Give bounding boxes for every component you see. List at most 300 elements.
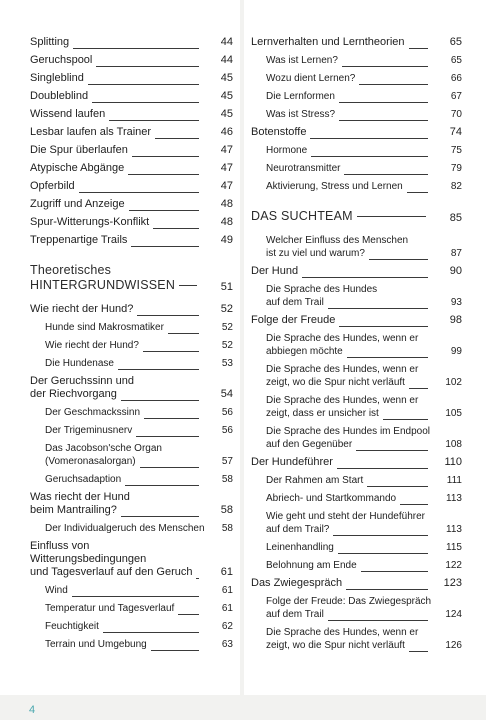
toc-entry-title: Singleblind [30,72,84,84]
toc-page-number: 57 [221,456,233,467]
toc-entry[interactable] [251,144,462,157]
toc-entry-line [251,36,436,49]
toc-entry-title: Der Hund [251,265,299,277]
leader-line [179,285,197,286]
toc-entry[interactable] [251,626,462,652]
leader-line [72,596,199,597]
leader-line [125,485,199,486]
toc-entry[interactable] [30,424,233,437]
toc-entry-title: Die Hundenase [45,358,114,369]
toc-entry-title: Die Sprache des Hundes, wenn er [266,395,419,406]
toc-entry[interactable] [30,36,233,49]
toc-page-number: 108 [445,439,462,450]
leader-line [96,66,199,67]
toc-entry-title: Splitting [30,36,70,48]
toc-page-number: 56 [221,425,233,436]
toc-entry-title: Was ist Lernen? [266,55,338,66]
toc-page-number: 113 [446,493,462,504]
toc-page-number: 65 [450,55,462,66]
toc-entry-title: abbiegen möchte [266,346,343,357]
toc-entry-title: Die Sprache des Hundes [266,284,378,295]
leader-line [409,651,428,652]
toc-page-number: 44 [220,54,233,66]
toc-page-number: 52 [221,340,233,351]
toc-entry-line [251,577,436,590]
toc-page-number: 47 [220,144,233,156]
toc-entry-title: Spur-Witterungs-Konflikt [30,216,150,228]
toc-entry-title: Wind [45,585,68,596]
toc-entry-title: Der Rahmen am Start [266,475,364,486]
leader-line [131,246,199,247]
leader-line [143,351,199,352]
toc-entry-line [266,394,436,407]
toc-page-number: 113 [446,524,462,535]
toc-page-number: 52 [221,322,233,333]
toc-entry-title: Geruchsadaption [45,474,122,485]
toc-entry[interactable] [251,595,462,621]
toc-entry[interactable] [30,54,233,67]
toc-entry-title: Wie geht und steht der Hundeführer [266,511,425,522]
leader-line [407,192,428,193]
toc-entry[interactable] [30,234,233,247]
toc-entry[interactable] [251,108,462,121]
toc-page-number: 99 [450,346,462,357]
toc-entry[interactable] [30,620,233,633]
toc-page-number: 56 [221,407,233,418]
toc-entry-line [266,608,436,621]
toc-entry[interactable] [251,541,462,554]
leader-line [338,553,428,554]
toc-entry[interactable] [251,332,462,358]
toc-page-number: 49 [220,234,233,246]
toc-entry-title: Lesbar laufen als Trainer [30,126,152,138]
toc-entry-line [266,54,436,67]
toc-page-number: 47 [220,162,233,174]
toc-entry-line [266,345,436,358]
leader-line [153,228,199,229]
toc-entry-title: Wissend laufen [30,108,106,120]
leader-line [168,333,199,334]
leader-line [132,156,199,157]
toc-entry-line [30,198,207,211]
toc-page-number: 45 [220,108,233,120]
toc-entry-line [251,265,436,278]
toc-left-column [0,0,240,695]
toc-page-number: 75 [450,145,462,156]
leader-line [121,400,199,401]
toc-page-number: 45 [220,72,233,84]
leader-line [88,84,199,85]
leader-line [369,259,428,260]
toc-entry[interactable] [30,491,233,517]
toc-entry[interactable] [251,234,462,260]
toc-entry-line [266,162,436,175]
toc-entry-title: Der Trigeminusnerv [45,425,133,436]
toc-page-number: 65 [449,36,462,48]
toc-entry[interactable] [30,303,233,316]
toc-entry[interactable] [30,108,233,121]
toc-entry-line [266,376,436,389]
leader-line [140,467,199,468]
toc-entry-line [45,321,207,334]
toc-entry[interactable] [251,126,462,139]
toc-entry-title: Feuchtigkeit [45,621,99,632]
toc-entry-line [30,375,207,388]
toc-entry-line [30,234,207,247]
toc-entry-title: und Tagesverlauf auf den Geruch [30,566,193,578]
toc-entry-line [251,126,436,139]
toc-entry[interactable] [30,442,233,468]
toc-entry-line [30,504,207,517]
leader-line [357,216,426,217]
toc-entry[interactable] [30,321,233,334]
toc-entry[interactable] [251,72,462,85]
leader-line [339,120,428,121]
toc-page-number: 61 [221,585,233,596]
toc-entry-title: Botenstoffe [251,126,307,138]
toc-entry-title: Der Hundeführer [251,456,333,468]
toc-entry-line [266,180,436,193]
toc-entry[interactable] [30,473,233,486]
toc-entry-line [30,36,207,49]
toc-page-number: 48 [220,216,233,228]
toc-entry[interactable] [30,522,233,535]
toc-entry-line [45,602,207,615]
toc-entry-title: Temperatur und Tagesverlauf [45,603,175,614]
toc-page-number: 82 [450,181,462,192]
toc-entry-title: Die Sprache des Hundes, wenn er [266,364,419,375]
leader-line [311,156,428,157]
toc-page-number: 85 [449,212,462,224]
toc-entry-title: Wozu dient Lernen? [266,73,356,84]
toc-entry-line [266,492,436,505]
toc-entry-title: Der Individualgeruch des Menschen [45,523,205,534]
toc-entry-title: auf den Gegenüber [266,439,353,450]
toc-page-number: 111 [446,475,462,486]
toc-page-number: 63 [221,639,233,650]
toc-entry-title: Die Sprache des Hundes, wenn er [266,627,419,638]
leader-line [359,84,428,85]
toc-section-heading [30,263,233,293]
toc-entry[interactable] [251,474,462,487]
toc-entry[interactable] [30,602,233,615]
toc-entry-title: Einfluss von Witterungsbedingungen [30,540,147,565]
toc-entry[interactable] [251,363,462,389]
toc-entry-title: Hunde sind Makrosmatiker [45,322,164,333]
toc-entry-line [30,303,207,316]
leader-line [339,326,428,327]
toc-entry-title: auf dem Trail [266,297,324,308]
toc-entry-line [30,108,207,121]
toc-page-number: 52 [220,303,233,315]
toc-page-number: 62 [221,621,233,632]
leader-line [155,138,199,139]
toc-entry[interactable] [30,584,233,597]
toc-right-column [244,0,486,695]
toc-entry[interactable] [251,559,462,572]
toc-entry-title: Die Sprache des Hundes im Endpool [266,426,430,437]
toc-entry-line [266,559,436,572]
toc-page-number: 47 [220,180,233,192]
toc-entry-title: Folge der Freude [251,314,336,326]
toc-entry[interactable] [30,180,233,193]
leader-line [144,418,199,419]
toc-entry[interactable] [251,90,462,103]
toc-entry-line [45,406,207,419]
toc-page-number: 79 [450,163,462,174]
toc-entry[interactable] [30,198,233,211]
leader-line [92,102,199,103]
leader-line [346,589,428,590]
toc-entry-line [30,126,207,139]
toc-entry-line [45,442,207,455]
toc-entry-line [30,144,207,157]
toc-page-number: 123 [443,577,462,589]
toc-entry-line [45,424,207,437]
toc-page-number: 98 [449,314,462,326]
toc-page-number: 58 [221,523,233,534]
leader-line [73,48,199,49]
toc-entry[interactable] [251,283,462,309]
toc-entry-title: Atypische Abgänge [30,162,125,174]
toc-entry[interactable] [30,126,233,139]
leader-line [328,620,428,621]
toc-entry[interactable] [30,216,233,229]
toc-entry-line [30,90,207,103]
toc-entry[interactable] [30,540,233,579]
toc-entry-line [30,72,207,85]
leader-line [344,174,428,175]
leader-line [79,192,199,193]
toc-entry[interactable] [30,375,233,401]
toc-entry-line [266,639,436,652]
toc-entry-title: Was riecht der Hund [30,491,130,503]
toc-entry-title: Hormone [266,145,308,156]
toc-entry-line [266,72,436,85]
toc-page-number: 66 [450,73,462,84]
toc-section-heading [251,209,462,224]
toc-page-number: 58 [220,504,233,516]
toc-entry-line [30,566,207,579]
leader-line [151,650,199,651]
leader-line [128,174,199,175]
toc-page-number: 54 [220,388,233,400]
toc-page-number: 53 [221,358,233,369]
toc-entry[interactable] [251,456,462,469]
toc-entry[interactable] [251,425,462,451]
toc-entry-line [45,339,207,352]
toc-entry-title: Der Geschmackssinn [45,407,141,418]
toc-entry-title: auf dem Trail? [266,524,330,535]
toc-page-number: 105 [445,408,462,419]
toc-entry-title: Geruchspool [30,54,93,66]
toc-page-number: 61 [220,566,233,578]
toc-entry-title: Das Zwiegespräch [251,577,343,589]
section-title-line [30,278,207,293]
leader-line [310,138,428,139]
toc-entry[interactable] [251,162,462,175]
toc-entry-title: Wie riecht der Hund? [45,340,139,351]
toc-entry[interactable] [251,394,462,420]
toc-entry-title: zeigt, wo die Spur nicht verläuft [266,377,405,388]
toc-entry-line [30,180,207,193]
toc-entry-line [266,90,436,103]
toc-entry-title: der Riechvorgang [30,388,117,400]
toc-entry[interactable] [251,510,462,536]
toc-entry[interactable] [30,90,233,103]
toc-entry-title: Die Lernformen [266,91,335,102]
toc-entry-title: zeigt, dass er unsicher ist [266,408,379,419]
section-title-text: HINTERGRUNDWISSEN [30,278,176,292]
toc-entry-title: Terrain und Umgebung [45,639,147,650]
toc-entry-title: Abriech- und Startkommando [266,493,397,504]
toc-entry-line [45,522,207,535]
toc-entry-line [251,456,436,469]
toc-entry-line [266,626,436,639]
toc-entry-title: Welcher Einfluss des Menschen [266,235,409,246]
toc-entry-line [266,595,436,608]
leader-line [118,369,199,370]
toc-page-number: 87 [450,248,462,259]
toc-entry-title: Neurotransmitter [266,163,341,174]
toc-page-number: 124 [445,609,462,620]
toc-entry[interactable] [30,72,233,85]
toc-entry-line [266,363,436,376]
leader-line [400,504,428,505]
toc-page-number: 45 [220,90,233,102]
toc-entry-line [45,357,207,370]
toc-entry-line [266,523,436,536]
toc-page-number: 93 [450,297,462,308]
toc-page-number: 61 [221,603,233,614]
leader-line [356,450,428,451]
toc-page-number: 67 [450,91,462,102]
toc-page-number: 122 [445,560,462,571]
toc-entry[interactable] [30,638,233,651]
toc-entry-title: Doubleblind [30,90,89,102]
toc-entry[interactable] [251,492,462,505]
toc-entry[interactable] [251,36,462,49]
toc-entry[interactable] [30,406,233,419]
section-title-line [251,209,436,224]
leader-line [409,388,428,389]
toc-entry-line [45,455,207,468]
toc-entry-line [45,620,207,633]
toc-page-number: 90 [449,265,462,277]
leader-line [333,535,428,536]
toc-entry-title: Folge der Freude: Das Zwiegespräch [266,596,432,607]
toc-page-number: 74 [449,126,462,138]
toc-entry[interactable] [30,162,233,175]
toc-entry-line [30,54,207,67]
toc-page-number: 58 [221,474,233,485]
toc-entry-title: beim Mantrailing? [30,504,117,516]
section-title-line: Theoretisches [30,263,112,277]
toc-entry-line [30,491,207,504]
toc-entry-title: auf dem Trail [266,609,324,620]
toc-entry-title: Belohnung am Ende [266,560,357,571]
leader-line [137,315,199,316]
toc-entry-line [266,234,436,247]
toc-entry-line [266,296,436,309]
toc-entry-title: Lernverhalten und Lerntheorien [251,36,405,48]
toc-entry-title: ist zu viel und warum? [266,248,365,259]
toc-entry-line [45,638,207,651]
toc-entry-title: Der Geruchssinn und [30,375,134,387]
section-title-text: DAS SUCHTEAM [251,209,353,223]
toc-entry-line [30,388,207,401]
toc-entry-title: Aktivierung, Stress und Lernen [266,181,403,192]
toc-entry[interactable] [30,144,233,157]
toc-entry[interactable] [251,180,462,193]
toc-entry-title: Opferbild [30,180,75,192]
toc-entry[interactable] [30,357,233,370]
leader-line [409,48,428,49]
toc-entry-line [30,216,207,229]
toc-entry-title: Was ist Stress? [266,109,336,120]
toc-entry[interactable] [30,339,233,352]
leader-line [196,578,199,579]
toc-page-number: 115 [446,542,462,553]
leader-line [347,357,428,358]
toc-entry[interactable] [251,577,462,590]
toc-entry[interactable] [251,314,462,327]
toc-entry-title: zeigt, wo die Spur nicht verläuft [266,640,405,651]
toc-entry-title: Zugriff und Anzeige [30,198,125,210]
toc-page-number: 70 [450,109,462,120]
leader-line [328,308,428,309]
toc-page-number: 48 [220,198,233,210]
leader-line [367,486,428,487]
toc-page-number: 126 [445,640,462,651]
leader-line [361,571,428,572]
toc-entry-title: Treppenartige Trails [30,234,128,246]
toc-entry-line [30,162,207,175]
toc-entry-title: Die Spur überlaufen [30,144,128,156]
toc-page-number: 102 [445,377,462,388]
leader-line [339,102,428,103]
toc-entry-line [266,438,436,451]
toc-entry-title: Die Sprache des Hundes, wenn er [266,333,419,344]
toc-entry-title: Leinenhandling [266,542,334,553]
toc-entry-title: Wie riecht der Hund? [30,303,134,315]
leader-line [302,277,428,278]
toc-entry[interactable] [251,265,462,278]
toc-entry-line [266,425,436,438]
toc-entry-line [266,332,436,345]
toc-entry-line [266,247,436,260]
toc-entry-line [45,473,207,486]
toc-page-number: 110 [444,456,462,468]
toc-entry[interactable] [251,54,462,67]
leader-line [342,66,428,67]
toc-entry-title: (Vomeronasalorgan) [45,456,136,467]
leader-line [103,632,199,633]
toc-entry-title: Das Jacobson'sche Organ [45,443,162,454]
toc-entry-line [266,144,436,157]
toc-entry-line [266,407,436,420]
leader-line [383,419,428,420]
toc-entry-line [266,510,436,523]
toc-entry-line [266,108,436,121]
toc-page-number: 46 [220,126,233,138]
toc-entry-line [251,314,436,327]
leader-line [136,436,199,437]
toc-entry-line [30,540,207,566]
toc-entry-line [45,584,207,597]
leader-line [129,210,199,211]
toc-entry-line [266,474,436,487]
